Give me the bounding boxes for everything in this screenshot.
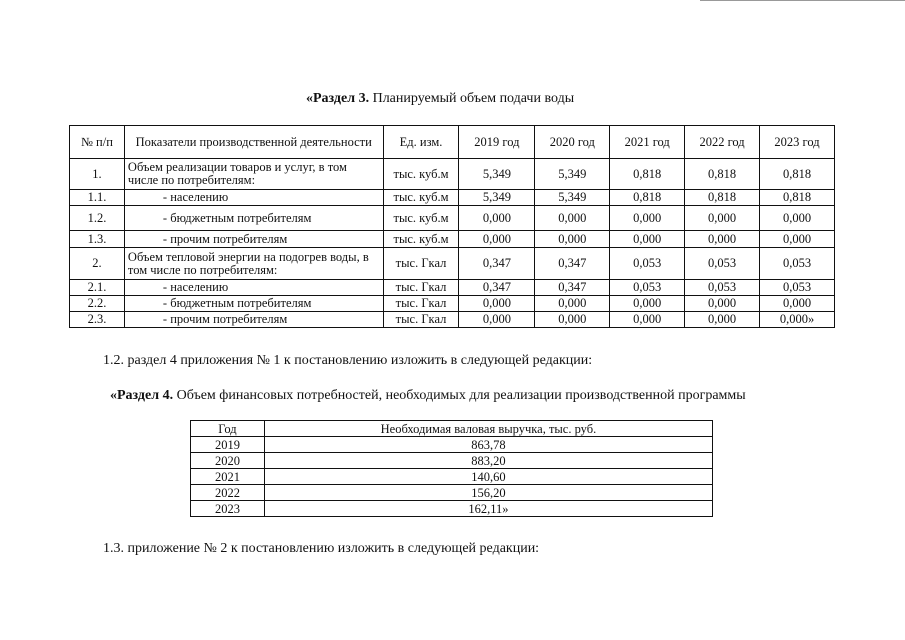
row-number-cell: 1.3.: [70, 231, 125, 248]
year-cell: 2019: [191, 437, 265, 453]
value-cell: 0,347: [535, 280, 610, 296]
page-top-edge-line: [700, 0, 905, 1]
year-cell: 2023: [191, 501, 265, 517]
value-cell: 0,000: [760, 206, 835, 231]
value-cell: 0,818: [760, 159, 835, 190]
value-cell: 0,000: [535, 296, 610, 312]
unit-cell: тыс. куб.м: [383, 159, 459, 190]
table-row: [70, 206, 835, 231]
value-cell: 0,000: [459, 231, 535, 248]
header-cell: № п/п: [70, 126, 125, 159]
table-row: [191, 501, 713, 517]
value-cell: 5,349: [535, 190, 610, 206]
value-cell: 0,818: [760, 190, 835, 206]
row-number-cell: 2.1.: [70, 280, 125, 296]
table-row: [191, 453, 713, 469]
value-cell: 0,000: [610, 296, 685, 312]
water-supply-volume-table: [69, 125, 835, 328]
revenue-cell: 883,20: [264, 453, 712, 469]
table-row: [191, 469, 713, 485]
indicator-name-cell: - населению: [124, 280, 383, 296]
value-cell: 0,347: [459, 280, 535, 296]
section4-title-bold: «Раздел 4.: [110, 388, 174, 403]
value-cell: 0,053: [760, 248, 835, 280]
value-cell: 0,000: [685, 231, 760, 248]
value-cell: 0,000: [535, 231, 610, 248]
table-row: [70, 190, 835, 206]
value-cell: 0,000: [459, 206, 535, 231]
table-row: [70, 312, 835, 328]
header-cell: 2022 год: [685, 126, 760, 159]
section3-title-rest: Планируемый объем подачи воды: [369, 91, 575, 106]
year-cell: 2021: [191, 469, 265, 485]
row-number-cell: 2.: [70, 248, 125, 280]
table-row: [191, 437, 713, 453]
indicator-name-cell: Объем тепловой энергии на подогрев воды, в том числе по потребителям:: [124, 248, 383, 280]
indicator-name-cell: - прочим потребителям: [124, 312, 383, 328]
indicator-name-cell: - прочим потребителям: [124, 231, 383, 248]
section3-title: [306, 91, 574, 107]
paragraph-1-3: 1.3. приложение № 2 к постановлению изложить в следующей редакции:: [103, 541, 540, 556]
value-cell: 0,000: [685, 296, 760, 312]
value-cell: 0,000: [685, 206, 760, 231]
revenue-cell: 140,60: [264, 469, 712, 485]
header-cell: Ед. изм.: [383, 126, 459, 159]
indicator-name-cell: - бюджетным потребителям: [124, 206, 383, 231]
row-number-cell: 2.2.: [70, 296, 125, 312]
value-cell: 0,000: [459, 296, 535, 312]
value-cell: 0,053: [760, 280, 835, 296]
value-cell: 0,053: [610, 280, 685, 296]
header-cell: 2019 год: [459, 126, 535, 159]
value-cell: 0,818: [610, 190, 685, 206]
section4-title-rest: Объем финансовых потребностей, необходимых для реализации производственной программы: [173, 388, 746, 403]
table-row: [70, 280, 835, 296]
indicator-name-cell: - населению: [124, 190, 383, 206]
value-cell: 0,818: [610, 159, 685, 190]
paragraph-1-2: 1.2. раздел 4 приложения № 1 к постановлению изложить в следующей редакции:: [103, 353, 593, 368]
row-number-cell: 1.2.: [70, 206, 125, 231]
row-number-cell: 1.: [70, 159, 125, 190]
value-cell: 0,347: [459, 248, 535, 280]
revenue-cell: 863,78: [264, 437, 712, 453]
value-cell: 5,349: [459, 190, 535, 206]
value-cell: 0,000: [760, 231, 835, 248]
value-cell: 5,349: [459, 159, 535, 190]
value-cell: 5,349: [535, 159, 610, 190]
header-cell: Показатели производственной деятельности: [124, 126, 383, 159]
unit-cell: тыс. Гкал: [383, 248, 459, 280]
table-row: [191, 485, 713, 501]
revenue-cell: 162,11»: [264, 501, 712, 517]
value-cell: 0,000: [610, 231, 685, 248]
indicator-name-cell: - бюджетным потребителям: [124, 296, 383, 312]
row-number-cell: 2.3.: [70, 312, 125, 328]
value-cell: 0,000: [610, 206, 685, 231]
section3-title-bold: «Раздел 3.: [306, 91, 370, 106]
value-cell: 0,053: [685, 280, 760, 296]
unit-cell: тыс. Гкал: [383, 280, 459, 296]
value-cell: 0,818: [685, 159, 760, 190]
table-row: [70, 231, 835, 248]
section4-title: [110, 388, 746, 404]
header-cell: Год: [191, 421, 265, 437]
value-cell: 0,000: [535, 206, 610, 231]
header-cell: 2023 год: [760, 126, 835, 159]
unit-cell: тыс. Гкал: [383, 312, 459, 328]
value-cell: 0,347: [535, 248, 610, 280]
unit-cell: тыс. куб.м: [383, 206, 459, 231]
header-cell: Необходимая валовая выручка, тыс. руб.: [264, 421, 712, 437]
row-number-cell: 1.1.: [70, 190, 125, 206]
financial-needs-table: [190, 420, 713, 517]
table-header-row: [191, 421, 713, 437]
table-header-row: [70, 126, 835, 159]
value-cell: 0,000: [459, 312, 535, 328]
table-row: [70, 296, 835, 312]
unit-cell: тыс. Гкал: [383, 296, 459, 312]
year-cell: 2020: [191, 453, 265, 469]
value-cell: 0,053: [610, 248, 685, 280]
year-cell: 2022: [191, 485, 265, 501]
revenue-cell: 156,20: [264, 485, 712, 501]
header-cell: 2020 год: [535, 126, 610, 159]
value-cell: 0,053: [685, 248, 760, 280]
header-cell: 2021 год: [610, 126, 685, 159]
unit-cell: тыс. куб.м: [383, 190, 459, 206]
table-row: [70, 248, 835, 280]
value-cell: 0,000»: [760, 312, 835, 328]
value-cell: 0,000: [685, 312, 760, 328]
value-cell: 0,818: [685, 190, 760, 206]
table-row: [70, 159, 835, 190]
value-cell: 0,000: [760, 296, 835, 312]
unit-cell: тыс. куб.м: [383, 231, 459, 248]
indicator-name-cell: Объем реализации товаров и услуг, в том числе по потребителям:: [124, 159, 383, 190]
value-cell: 0,000: [535, 312, 610, 328]
value-cell: 0,000: [610, 312, 685, 328]
